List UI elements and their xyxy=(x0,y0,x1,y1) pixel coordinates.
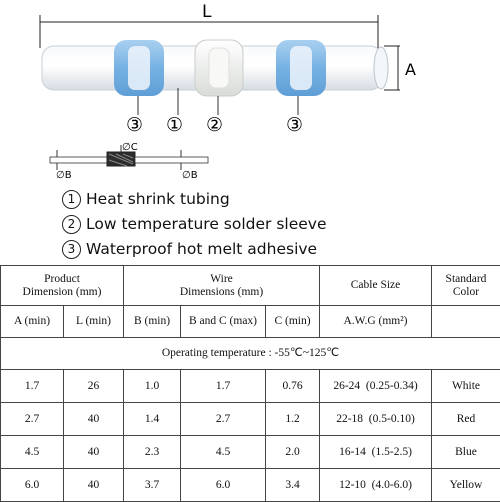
header-wire-line2: Dimensions (mm) xyxy=(180,286,263,298)
header-standard-line2: Color xyxy=(453,286,479,298)
subheader-awg: A.W.G (mm²) xyxy=(320,306,432,338)
legend-text: Waterproof hot melt adhesive xyxy=(86,240,317,258)
table-row xyxy=(1,403,500,436)
cell-b-min: 2.3 xyxy=(124,436,181,469)
table-row xyxy=(1,370,500,403)
cell-l-min: 40 xyxy=(64,403,124,436)
cell-color: White xyxy=(432,370,500,403)
cell-cable-size xyxy=(320,403,432,436)
adhesive-ring-right xyxy=(276,40,326,96)
legend-number-icon: 3 xyxy=(62,240,81,259)
cell-c-min: 2.0 xyxy=(266,436,320,469)
cell-awg: 22-18 xyxy=(336,413,363,425)
cell-awg: 16-14 xyxy=(339,446,366,458)
tube-end-right xyxy=(374,47,388,89)
cell-bc-max: 6.0 xyxy=(181,469,266,502)
inset-label-phi-b-right: ∅B xyxy=(182,170,198,181)
subheader-l-min: L (min) xyxy=(64,306,124,338)
cell-mm2: (0.5-0.10) xyxy=(369,413,415,425)
subheader-b-and-c-max: B and C (max) xyxy=(181,306,266,338)
inset-label-phi-b-left: ∅B xyxy=(56,170,72,181)
cell-c-min: 1.2 xyxy=(266,403,320,436)
legend-number-icon: 2 xyxy=(62,215,81,234)
solder-sleeve xyxy=(195,40,243,96)
cell-l-min: 40 xyxy=(64,469,124,502)
cell-a-min: 2.7 xyxy=(1,403,64,436)
cell-cable-size xyxy=(320,436,432,469)
cell-c-min: 3.4 xyxy=(266,469,320,502)
subheader-b-min: B (min) xyxy=(124,306,181,338)
callout-solder: ② xyxy=(206,114,223,136)
cell-bc-max: 4.5 xyxy=(181,436,266,469)
cell-cable-size xyxy=(320,370,432,403)
cell-a-min: 1.7 xyxy=(1,370,64,403)
operating-temp-row xyxy=(1,338,500,370)
legend-text: Heat shrink tubing xyxy=(86,190,230,208)
cell-l-min: 40 xyxy=(64,436,124,469)
subheader-empty xyxy=(432,306,500,338)
table-header-row xyxy=(1,266,500,306)
operating-temperature: Operating temperature : -55℃~125℃ xyxy=(1,338,500,370)
header-product-dimension xyxy=(1,266,124,306)
cell-color: Red xyxy=(432,403,500,436)
cell-a-min: 6.0 xyxy=(1,469,64,502)
table-row xyxy=(1,436,500,469)
header-standard-color xyxy=(432,266,500,306)
legend-number-icon: 1 xyxy=(62,190,81,209)
cell-awg: 26-24 xyxy=(333,380,360,392)
subheader-c-min: C (min) xyxy=(266,306,320,338)
cell-color: Yellow xyxy=(432,469,500,502)
cell-a-min: 4.5 xyxy=(1,436,64,469)
cell-b-min: 1.0 xyxy=(124,370,181,403)
cell-bc-max: 1.7 xyxy=(181,370,266,403)
legend-text: Low temperature solder sleeve xyxy=(86,215,327,233)
cell-awg: 12-10 xyxy=(339,479,366,491)
callout-tubing: ① xyxy=(166,114,183,136)
callout-adhesive-right: ③ xyxy=(286,114,303,136)
cell-mm2: (4.0-6.0) xyxy=(372,479,412,491)
header-standard-line1: Standard xyxy=(446,273,487,285)
legend-item-solder xyxy=(62,215,327,234)
header-wire-line1: Wire xyxy=(210,273,233,285)
specification-table xyxy=(0,265,500,502)
cell-l-min: 26 xyxy=(64,370,124,403)
header-product-line1: Product xyxy=(44,273,80,285)
table-row xyxy=(1,469,500,502)
cell-b-min: 1.4 xyxy=(124,403,181,436)
header-cable-size: Cable Size xyxy=(320,266,432,306)
diameter-label: A xyxy=(405,60,416,79)
cell-bc-max: 2.7 xyxy=(181,403,266,436)
cell-b-min: 3.7 xyxy=(124,469,181,502)
cell-mm2: (1.5-2.5) xyxy=(372,446,412,458)
adhesive-ring-left xyxy=(114,40,164,96)
legend-item-adhesive xyxy=(62,240,317,259)
cell-c-min: 0.76 xyxy=(266,370,320,403)
cell-color: Blue xyxy=(432,436,500,469)
length-label: L xyxy=(202,2,212,22)
inset-label-phi-c: ∅C xyxy=(122,142,138,153)
legend-item-tubing xyxy=(62,190,230,209)
table-subheader-row xyxy=(1,306,500,338)
callout-adhesive-left: ③ xyxy=(126,114,143,136)
header-product-line2: Dimension (mm) xyxy=(23,286,102,298)
cell-cable-size xyxy=(320,469,432,502)
header-wire-dimensions xyxy=(124,266,320,306)
cell-mm2: (0.25-0.34) xyxy=(366,380,418,392)
subheader-a-min: A (min) xyxy=(1,306,64,338)
